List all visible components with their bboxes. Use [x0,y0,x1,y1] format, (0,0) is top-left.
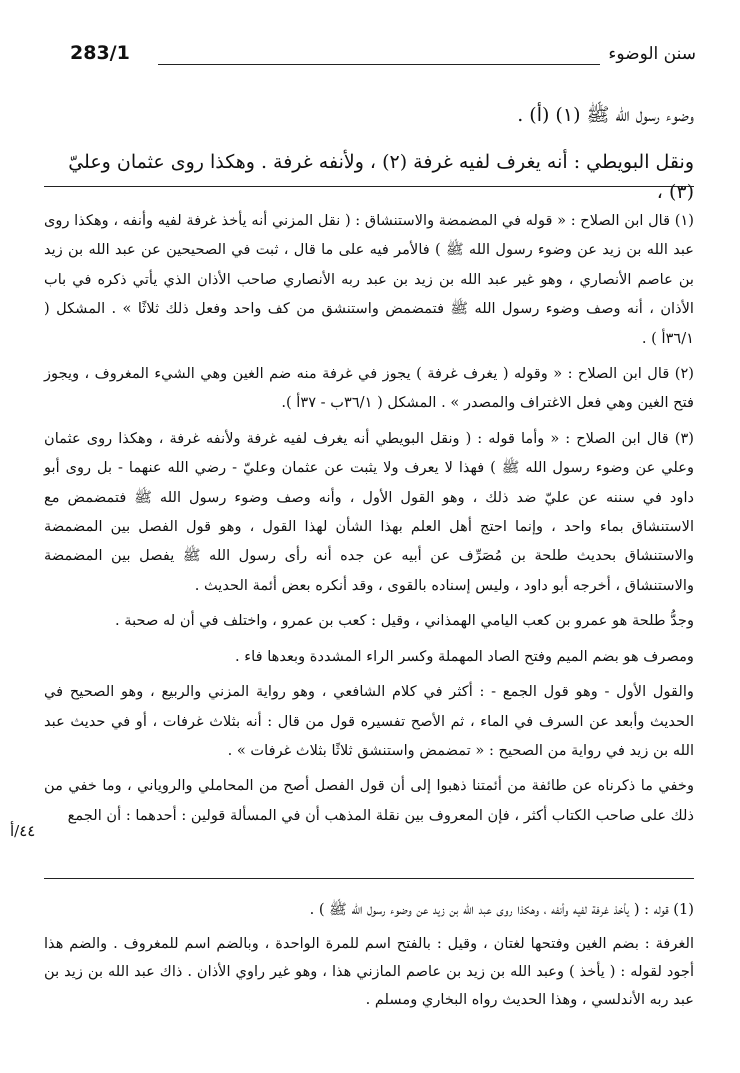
commentary-paragraph: وجدُّ طلحة هو عمرو بن كعب اليامي الهمذاني ، وقيل : كعب بن عمرو ، واختلف في أن له صحبة . [115,612,694,630]
footnote-1: (1) قوله : ( يأخذ غرفة لفيه وأنفه ، وهكذا روى عبد الله بن زيد عن وضوء رسول الله ﷺ ) . [309,901,694,918]
footnotes [44,896,694,1020]
main-text-line-1: وضوء رسول الله ﷺ (١) (أ) . [517,104,694,126]
commentary-paragraph: وخفي ما ذكرناه عن طائفة من أئمتنا ذهبوا إلى أن قول الفصل أصح من المحاملي والروياني ، وما خفي من ذلك على صاحب الكتاب أكثر ، فإن المعروف بين نقلة المذهب أن في المسألة قولين : أحدهما : أن الجمع [44,777,694,824]
main-text-line-2: ونقل البويطي : أنه يغرف لفيه غرفة (٢) ، ولأنفه غرفة . وهكذا روى عثمان وعليّ (٣) ، [68,151,694,203]
main-text-divider [44,186,694,187]
commentary-note-1: (١) قال ابن الصلاح : « قوله في المضمضة والاستنشاق : ( نقل المزني أنه يأخذ غرفة لفيه وأنفه ، وهكذا روى عبد الله بن زيد عن وضوء رسول الله ﷺ ) فالأمر فيه على ما قال ، ثبت في الصحيحين عن عبد الله بن زيد بن عاصم الأنصاري ، وهو غير عبد الله بن زيد بن عبد ربه الأنصاري صاحب الأذان الذي يأتي ذكره في باب الأذان ، أنه وصف وضوء رسول الله ﷺ فتمضمض واستنشق من كف واحد وفعل ذلك ثلاثًا » . المشكل ( ٣٦/١أ ) . [44,212,694,347]
footnote-paragraph: الغرفة : بضم الغين وفتحها لغتان ، وقيل : بالفتح اسم للمرة الواحدة ، وبالضم اسم للمغروف . والضم هذا أجود لقوله : ( يأخذ ) وعبد الله بن زيد بن عاصم المازني هذا ، وهو غير راوي الأذان . ذاك عبد الله بن زيد بن عبد ربه الأندلسي ، وهذا الحديث رواه البخاري ومسلم . [44,935,694,1008]
page-header [70,40,696,72]
footnote-divider [44,878,694,879]
commentary-paragraph: ومصرف هو بضم الميم وفتح الصاد المهملة وكسر الراء المشددة وبعدها فاء . [235,647,694,665]
commentary-notes [44,206,694,836]
header-rule [158,64,600,65]
commentary-note-3: (٣) قال ابن الصلاح : « وأما قوله : ( ونقل البويطي أنه يغرف لفيه غرفة ولأنفه غرفة ، وهكذا روى عثمان وعلي عن وضوء رسول الله ﷺ ) فهذا لا يعرف ولا يثبت عن عثمان وعليّ - رضي الله عنهما - بل روى أبو داود في سننه عن عليّ ضد ذلك ، وهو القول الأول ، وأنه وصف وضوء رسول الله ﷺ فتمضمض مع الاستنشاق بماء واحد ، وإنما احتج أهل العلم بهذا الشأن لهذا القول ، وهو قول الفصل بين المضمضة والاستنشاق بحديث طلحة بن مُصَرِّف عن أبيه عن جده أنه رأى رسول الله ﷺ يفصل بين المضمضة والاستنشاق ، أخرجه أبو داود ، وليس إسناده بالقوى ، وقد أنكره بعض أئمة الحديث . [44,429,694,594]
commentary-paragraph: والقول الأول - وهو قول الجمع - : أكثر في كلام الشافعي ، وهو رواية المزني والربيع ، وهو الصحيح في الحديث وأبعد عن السرف في الماء ، ثم الأصح تفسيره قول من قال : أنه بثلاث غرفات ، أو في حديث عبد الله بن زيد في رواية من الصحيح : « تمضمض واستنشق ثلاثًا بثلاث غرفات » . [44,683,694,759]
commentary-note-2: (٢) قال ابن الصلاح : « وقوله ( يغرف غرفة ) يجوز في غرفة منه ضم الغين وهي الشيء المغروف ، ويجوز فتح الغين وهي فعل الاغتراف والمصدر » . المشكل ( ٣٦/١ب - ٣٧أ ). [44,365,694,412]
manuscript-folio-marker: ٤٤/أ [10,822,36,840]
page-number: 283/1 [70,42,130,64]
book-title: سنن الوضوء [608,44,696,64]
